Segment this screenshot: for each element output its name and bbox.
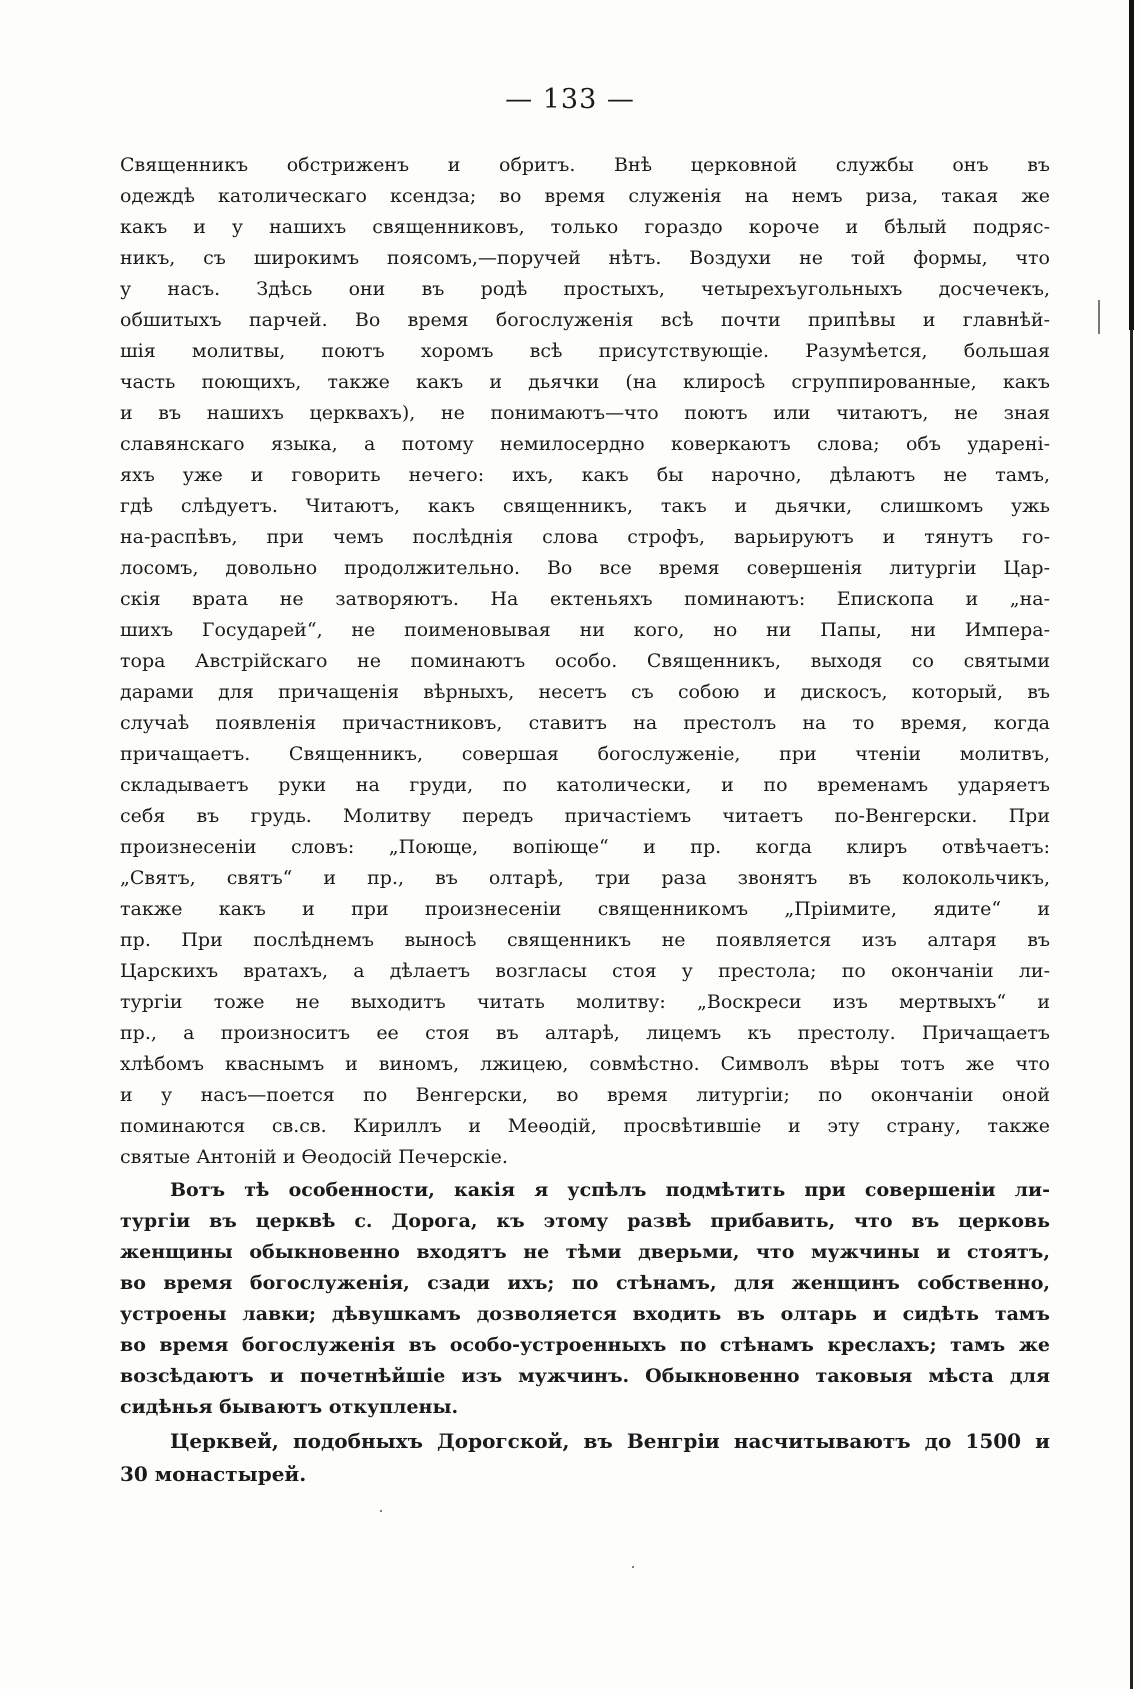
- text-line: устроены лавки; дѣвушкамъ дозволяется входить въ олтарь и сидѣть тамъ: [120, 1303, 1050, 1325]
- text-line: пр., а произноситъ ее стоя въ алтарѣ, лицемъ къ престолу. Причащаетъ: [120, 1022, 1050, 1044]
- text-line: также какъ и при произнесеніи священникомъ „Пріимите, ядите“ и: [120, 898, 1050, 920]
- text-line: 30 монастырей.: [120, 1462, 307, 1486]
- text-line: Священникъ обстриженъ и обритъ. Внѣ церковной службы онъ въ: [120, 154, 1050, 176]
- text-line: во время богослуженія въ особо-устроенныхъ по стѣнамъ креслахъ; тамъ же: [120, 1334, 1050, 1356]
- text-line: возсѣдаютъ и почетнѣйшіе изъ мужчинъ. Обыкновенно таковыя мѣста для: [120, 1365, 1050, 1387]
- text-line: поминаются св.св. Кириллъ и Меѳодій, просвѣтившіе и эту страну, также: [120, 1115, 1050, 1137]
- page-number: — 133 —: [505, 84, 635, 115]
- text-line: никъ, съ широкимъ поясомъ,—поручей нѣтъ. Воздухи не той формы, что: [120, 247, 1050, 269]
- text-line: Царскихъ вратахъ, а дѣлаетъ возгласы стоя у престола; по окончаніи ли-: [120, 960, 1050, 982]
- text-line: обшитыхъ парчей. Во время богослуженія всѣ почти припѣвы и главнѣй-: [120, 309, 1050, 331]
- print-speck: [632, 1566, 634, 1568]
- text-line: причащаетъ. Священникъ, совершая богослуженіе, при чтеніи молитвъ,: [120, 743, 1050, 765]
- text-line: святые Антоній и Ѳеодосій Печерскіе.: [120, 1146, 508, 1168]
- text-line: яхъ уже и говорить нечего: ихъ, какъ бы нарочно, дѣлаютъ не тамъ,: [120, 464, 1050, 486]
- text-line: пр. При послѣднемъ выносѣ священникъ не появляется изъ алтаря въ: [120, 929, 1050, 951]
- margin-mark: [1098, 300, 1100, 334]
- page-edge-shadow: [1129, 0, 1134, 330]
- text-line: тургіи тоже не выходитъ читать молитву: „Воскреси изъ мертвыхъ“ и: [120, 991, 1050, 1013]
- text-line: сидѣнья бываютъ откуплены.: [120, 1396, 459, 1418]
- text-line: складываетъ руки на груди, по католически, и по временамъ ударяетъ: [120, 774, 1050, 796]
- text-line: на-распѣвъ, при чемъ послѣднія слова строфъ, варьируютъ и тянутъ го-: [120, 526, 1050, 548]
- text-line: дарами для причащенія вѣрныхъ, несетъ съ собою и дискосъ, который, въ: [120, 681, 1050, 703]
- text-line: у насъ. Здѣсь они въ родѣ простыхъ, четырехъугольныхъ досчечекъ,: [120, 278, 1050, 300]
- page-edge-line: [1130, 330, 1133, 1689]
- text-line: Церквей, подобныхъ Дорогской, въ Венгріи насчитываютъ до 1500 и: [170, 1429, 1050, 1453]
- text-line: и у насъ—поется по Венгерски, во время литургіи; по окончаніи оной: [120, 1084, 1050, 1106]
- text-line: хлѣбомъ кваснымъ и виномъ, лжицею, совмѣстно. Символъ вѣры тотъ же что: [120, 1053, 1050, 1075]
- text-line: скія врата не затворяютъ. На ектеньяхъ поминаютъ: Епископа и „на-: [120, 588, 1050, 610]
- text-line: случаѣ появленія причастниковъ, ставитъ на престолъ на то время, когда: [120, 712, 1050, 734]
- text-line: шія молитвы, поютъ хоромъ всѣ присутствующіе. Разумѣется, большая: [120, 340, 1050, 362]
- text-line: произнесеніи словъ: „Поюще, вопіюще“ и пр. когда клиръ отвѣчаетъ:: [120, 836, 1050, 858]
- paragraph-3: [120, 1425, 1050, 1491]
- text-line: Вотъ тѣ особенности, какія я успѣлъ подмѣтить при совершеніи ли-: [170, 1179, 1050, 1201]
- text-line: славянскаго языка, а потому немилосердно коверкаютъ слова; объ ударені-: [120, 433, 1050, 455]
- text-line: тора Австрійскаго не поминаютъ особо. Священникъ, выходя со святыми: [120, 650, 1050, 672]
- print-speck: [380, 1510, 382, 1512]
- text-line: лосомъ, довольно продолжительно. Во все время совершенія литургіи Цар-: [120, 557, 1050, 579]
- text-line: во время богослуженія, сзади ихъ; по стѣнамъ, для женщинъ собственно,: [120, 1272, 1050, 1294]
- body-text: [120, 150, 1050, 1491]
- text-line: и въ нашихъ церквахъ), не понимаютъ—что поютъ или читаютъ, не зная: [120, 402, 1050, 424]
- text-line: шихъ Государей“, не поименовывая ни кого, но ни Папы, ни Импера-: [120, 619, 1050, 641]
- text-line: часть поющихъ, также какъ и дьячки (на клиросѣ сгруппированные, какъ: [120, 371, 1050, 393]
- text-line: „Святъ, святъ“ и пр., въ олтарѣ, три раза звонятъ въ колокольчикъ,: [120, 867, 1050, 889]
- text-line: женщины обыкновенно входятъ не тѣми дверьми, что мужчины и стоятъ,: [120, 1241, 1050, 1263]
- text-line: тургіи въ церквѣ с. Дорога, къ этому развѣ прибавить, что въ церковь: [120, 1210, 1050, 1232]
- paragraph-2: [120, 1175, 1050, 1423]
- text-line: гдѣ слѣдуетъ. Читаютъ, какъ священникъ, такъ и дьячки, слишкомъ ужь: [120, 495, 1050, 517]
- text-line: какъ и у нашихъ священниковъ, только гораздо короче и бѣлый подряс-: [120, 216, 1050, 238]
- text-line: себя въ грудь. Молитву передъ причастіемъ читаетъ по-Венгерски. При: [120, 805, 1050, 827]
- text-line: одеждѣ католическаго ксендза; во время служенія на немъ риза, такая же: [120, 185, 1050, 207]
- paragraph-1: [120, 150, 1050, 1173]
